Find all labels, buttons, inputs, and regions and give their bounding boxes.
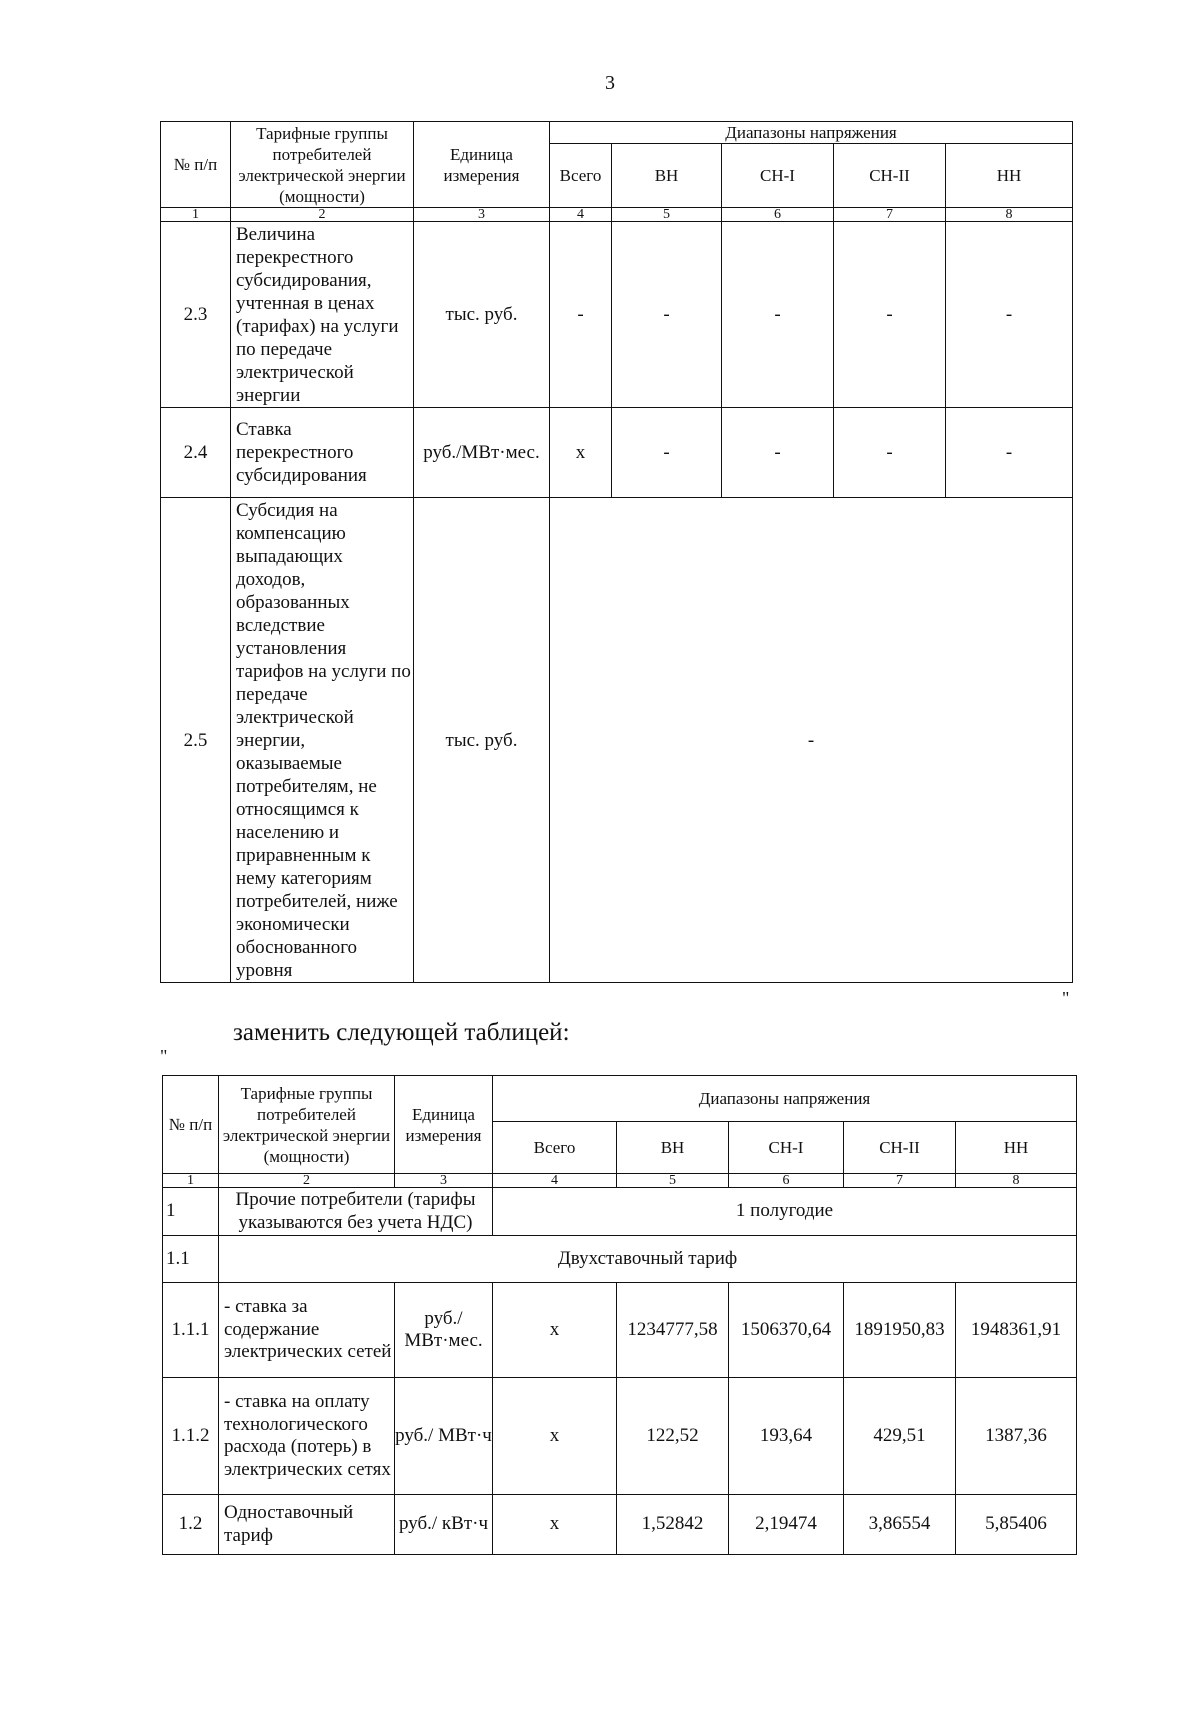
cell-nn: 1387,36 [956,1378,1077,1495]
cell-sn1: - [722,408,834,498]
header-group: Тарифные группы потребителей электрической энергии (мощности) [231,122,414,208]
header-voltage-ranges: Диапазоны напряжения [550,122,1073,144]
col-number: 8 [956,1174,1077,1188]
header-vn: ВН [612,144,722,208]
cell-vn: 1234777,58 [617,1283,729,1378]
row-name: Ставка перекрестного субсидирования [231,408,414,498]
cell-nn: - [946,222,1073,408]
cell-total: х [493,1283,617,1378]
row-unit: руб./МВт·мес. [414,408,550,498]
col-number: 7 [844,1174,956,1188]
period-label: 1 полугодие [493,1188,1077,1236]
row-unit: тыс. руб. [414,498,550,983]
cell-nn: 1948361,91 [956,1283,1077,1378]
opening-quote: " [160,1046,168,1066]
col-number: 2 [231,208,414,222]
row-name: - ставка за содержание электрических сетей [219,1283,395,1378]
table-row [163,1188,1077,1236]
row-name: Одноставочный тариф [219,1495,395,1555]
col-number: 3 [395,1174,493,1188]
table-row [163,1495,1077,1555]
header-unit: Единица измерения [414,122,550,208]
row-num: 1.1.1 [163,1283,219,1378]
cell-sn2: - [834,222,946,408]
table-row [161,222,1073,408]
cell-nn: 5,85406 [956,1495,1077,1555]
header-sn2: СН-II [844,1122,956,1174]
page-number: 3 [605,72,615,94]
header-sn1: СН-I [722,144,834,208]
header-num: № п/п [163,1076,219,1174]
col-number: 1 [161,208,231,222]
cell-vn: - [612,222,722,408]
row-name: Субсидия на компенсацию выпадающих доходов, образованных вследствие установления тарифов на услуги по передаче электрической энергии, оказываемые потребителям, не относящимся к населению и приравненным к нему категориям потребителей, ниже экономически обоснованного уровня [231,498,414,983]
cell-sn2: 1891950,83 [844,1283,956,1378]
table-row [163,1283,1077,1378]
row-unit: руб./ МВт·мес. [395,1283,493,1378]
col-number: 5 [617,1174,729,1188]
cell-vn: - [612,408,722,498]
col-number: 1 [163,1174,219,1188]
cell-sn1: 1506370,64 [729,1283,844,1378]
col-number: 5 [612,208,722,222]
col-number: 2 [219,1174,395,1188]
header-nn: НН [956,1122,1077,1174]
row-unit: руб./ кВт·ч [395,1495,493,1555]
row-num: 2.5 [161,498,231,983]
cell-sn2: 3,86554 [844,1495,956,1555]
tariff-table-new [162,1075,1077,1555]
tariff-table-old [160,121,1073,983]
header-group: Тарифные группы потребителей электрической энергии (мощности) [219,1076,395,1174]
row-unit: тыс. руб. [414,222,550,408]
header-num: № п/п [161,122,231,208]
table-row [163,1236,1077,1283]
table-row [161,408,1073,498]
row-num: 2.3 [161,222,231,408]
col-number: 3 [414,208,550,222]
header-sn2: СН-II [834,144,946,208]
cell-vn: 122,52 [617,1378,729,1495]
header-total: Всего [550,144,612,208]
header-voltage-ranges: Диапазоны напряжения [493,1076,1077,1122]
cell-sn2: - [834,408,946,498]
cell-total: х [493,1495,617,1555]
row-num: 1 [163,1188,219,1236]
section-title: Двухставочный тариф [219,1236,1077,1283]
header-total: Всего [493,1122,617,1174]
replace-instruction: заменить следующей таблицей: [233,1019,570,1046]
col-number: 6 [729,1174,844,1188]
cell-total: - [550,222,612,408]
cell-merged-value: - [550,498,1073,983]
cell-sn2: 429,51 [844,1378,956,1495]
col-number: 7 [834,208,946,222]
table-row [163,1378,1077,1495]
row-name: Величина перекрестного субсидирования, учтенная в ценах (тарифах) на услуги по передаче электрической энергии [231,222,414,408]
header-vn: ВН [617,1122,729,1174]
row-num: 2.4 [161,408,231,498]
row-name: - ставка на оплату технологического расхода (потерь) в электрических сетях [219,1378,395,1495]
col-number: 4 [550,208,612,222]
col-number: 4 [493,1174,617,1188]
row-num: 1.1 [163,1236,219,1283]
closing-quote: " [1062,988,1070,1008]
col-number: 8 [946,208,1073,222]
cell-nn: - [946,408,1073,498]
row-num: 1.2 [163,1495,219,1555]
cell-vn: 1,52842 [617,1495,729,1555]
header-unit: Единица измерения [395,1076,493,1174]
cell-sn1: 2,19474 [729,1495,844,1555]
cell-total: х [493,1378,617,1495]
cell-total: х [550,408,612,498]
table-row [161,498,1073,983]
header-nn: НН [946,144,1073,208]
cell-sn1: - [722,222,834,408]
row-unit: руб./ МВт·ч [395,1378,493,1495]
row-name: Прочие потребители (тарифы указываются без учета НДС) [219,1188,493,1236]
cell-sn1: 193,64 [729,1378,844,1495]
header-sn1: СН-I [729,1122,844,1174]
row-num: 1.1.2 [163,1378,219,1495]
col-number: 6 [722,208,834,222]
